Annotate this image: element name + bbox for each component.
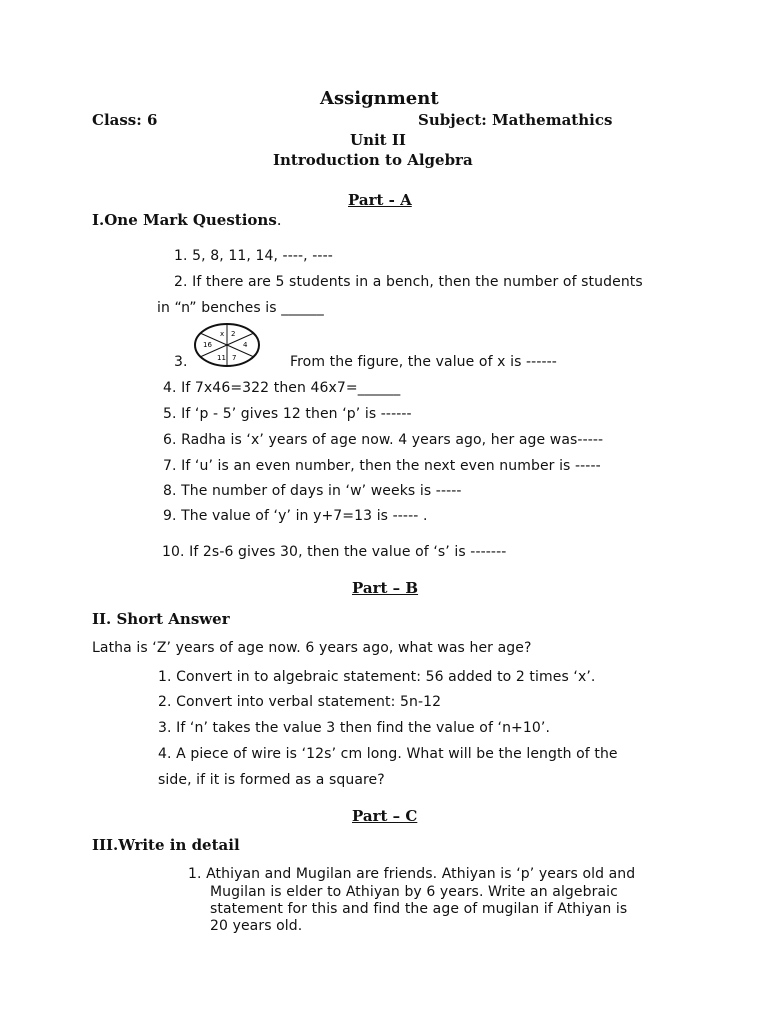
part-a-section-title bbox=[92, 211, 282, 229]
topic-label: Introduction to Algebra bbox=[273, 151, 473, 169]
question-b3: 3. If ‘n’ takes the value 3 then find the value of ‘n+10’. bbox=[158, 720, 551, 736]
class-label: Class: 6 bbox=[92, 111, 158, 129]
figure-label-11: 11 bbox=[217, 354, 226, 362]
part-a-heading: Part - A bbox=[348, 191, 412, 209]
question-c1-line3: statement for this and find the age of mugilan if Athiyan is bbox=[210, 901, 628, 917]
part-b-intro: Latha is ‘Z’ years of age now. 6 years ago, what was her age? bbox=[92, 640, 532, 656]
part-c-heading: Part – C bbox=[352, 807, 418, 825]
question-b4: 4. A piece of wire is ‘12s’ cm long. What will be the length of the bbox=[158, 746, 618, 762]
figure-label-4: 4 bbox=[243, 341, 248, 349]
question-b2: 2. Convert into verbal statement: 5n-12 bbox=[158, 694, 442, 710]
question-c1-line4: 20 years old. bbox=[210, 918, 303, 934]
number-circle-figure bbox=[193, 322, 261, 368]
part-c-section-title: III.Write in detail bbox=[92, 836, 240, 854]
question-a7: 7. If ‘u’ is an even number, then the next even number is ----- bbox=[163, 458, 601, 474]
figure-label-2: 2 bbox=[231, 330, 236, 338]
question-c1: 1. Athiyan and Mugilan are friends. Athiyan is ‘p’ years old and bbox=[188, 866, 636, 882]
question-a3-text: From the figure, the value of x is ------ bbox=[290, 354, 557, 370]
question-a2: 2. If there are 5 students in a bench, then the number of students bbox=[174, 274, 643, 290]
question-b1: 1. Convert in to algebraic statement: 56 added to 2 times ‘x’. bbox=[158, 669, 596, 685]
question-a3-number: 3. bbox=[174, 354, 188, 370]
figure-label-7: 7 bbox=[232, 354, 237, 362]
question-b4-cont: side, if it is formed as a square? bbox=[158, 772, 385, 788]
unit-label: Unit II bbox=[350, 131, 406, 149]
assignment-title: Assignment bbox=[320, 88, 439, 109]
question-a2-cont: in “n” benches is ______ bbox=[157, 300, 324, 316]
figure-label-16: 16 bbox=[203, 341, 212, 349]
question-a9: 9. The value of ‘y’ in y+7=13 is ----- . bbox=[163, 508, 428, 524]
section-title-suffix: . bbox=[276, 211, 282, 229]
section-title-text: I.One Mark Questions bbox=[92, 211, 277, 229]
part-b-heading: Part – B bbox=[352, 579, 419, 597]
question-a10: 10. If 2s-6 gives 30, then the value of ‘s’ is ------- bbox=[162, 544, 507, 560]
question-a5: 5. If ‘p - 5’ gives 12 then ‘p’ is ------ bbox=[163, 406, 412, 422]
part-b-section-title: II. Short Answer bbox=[92, 610, 230, 628]
question-a6: 6. Radha is ‘x’ years of age now. 4 years ago, her age was----- bbox=[163, 432, 604, 448]
question-a1: 1. 5, 8, 11, 14, ----, ---- bbox=[174, 248, 333, 264]
figure-label-x: x bbox=[220, 330, 225, 338]
question-a4: 4. If 7x46=322 then 46x7=______ bbox=[163, 380, 401, 396]
subject-label: Subject: Mathemathics bbox=[418, 111, 613, 129]
question-c1-line2: Mugilan is elder to Athiyan by 6 years. Write an algebraic bbox=[210, 884, 618, 900]
question-a8: 8. The number of days in ‘w’ weeks is ----- bbox=[163, 483, 462, 499]
